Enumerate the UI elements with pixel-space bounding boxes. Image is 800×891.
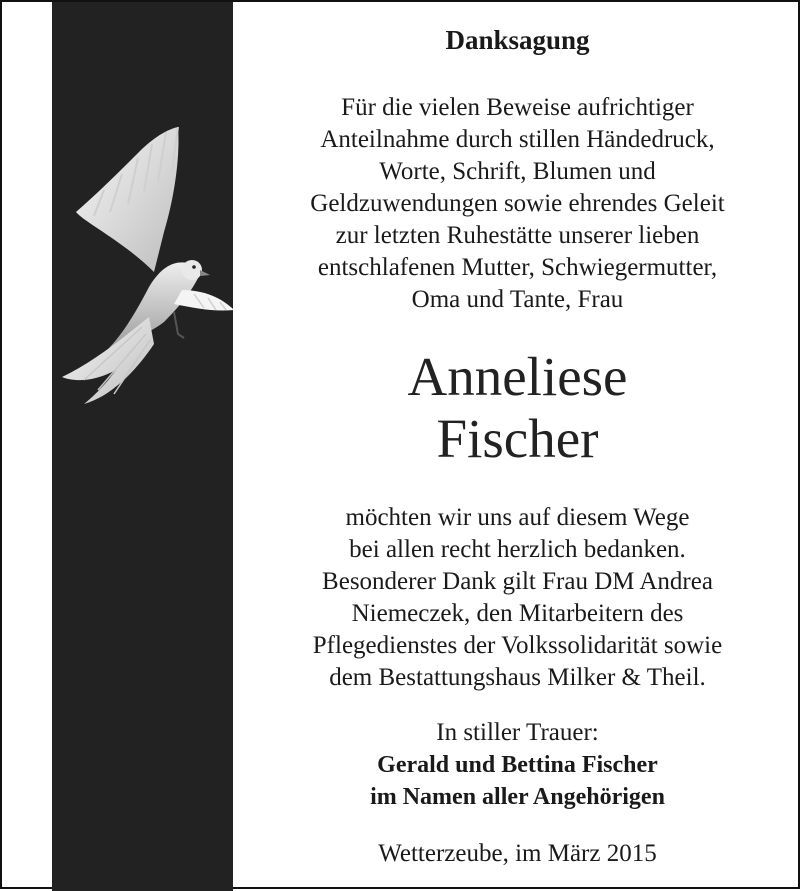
first-name: Anneliese <box>407 346 628 407</box>
text-column <box>233 2 800 891</box>
last-name: Fischer <box>436 408 599 469</box>
mourning-title: In stiller Trauer: <box>436 719 599 746</box>
intro-line: Anteilnahme durch stillen Händedruck, <box>320 126 715 153</box>
mourners-line: Gerald und Bettina Fischer <box>377 752 658 778</box>
intro-line: Geldzuwendungen sowie ehrendes Geleit <box>310 190 725 217</box>
deceased-name <box>233 346 800 470</box>
thanks-line: Besonderer Dank gilt Frau DM Andrea <box>322 568 713 595</box>
intro-line: zur letzten Ruhestätte unserer lieben <box>335 222 700 249</box>
intro-line: Für die vielen Beweise aufrichtiger <box>341 94 694 121</box>
thanks-line: möchten wir uns auf diesem Wege <box>345 504 690 531</box>
intro-line: entschlafenen Mutter, Schwiegermutter, <box>317 254 718 281</box>
place-date: Wetterzeube, im März 2015 <box>378 840 657 867</box>
heading: Danksagung <box>445 25 590 55</box>
thanks-line: dem Bestattungshaus Milker & Theil. <box>329 664 706 691</box>
thanks-line: bei allen recht herzlich bedanken. <box>349 536 686 563</box>
thanks-line: Pflegedienstes der Volkssolidarität sowie <box>312 632 723 659</box>
thanks-line: Niemeczek, den Mitarbeitern des <box>351 600 684 627</box>
mourners <box>233 749 800 813</box>
intro-paragraph <box>233 92 800 316</box>
dove-icon <box>54 112 244 412</box>
mourners-line: im Namen aller Angehörigen <box>370 784 665 810</box>
intro-line: Oma und Tante, Frau <box>411 286 624 313</box>
intro-line: Worte, Schrift, Blumen und <box>379 158 656 185</box>
thanks-paragraph <box>233 502 800 694</box>
